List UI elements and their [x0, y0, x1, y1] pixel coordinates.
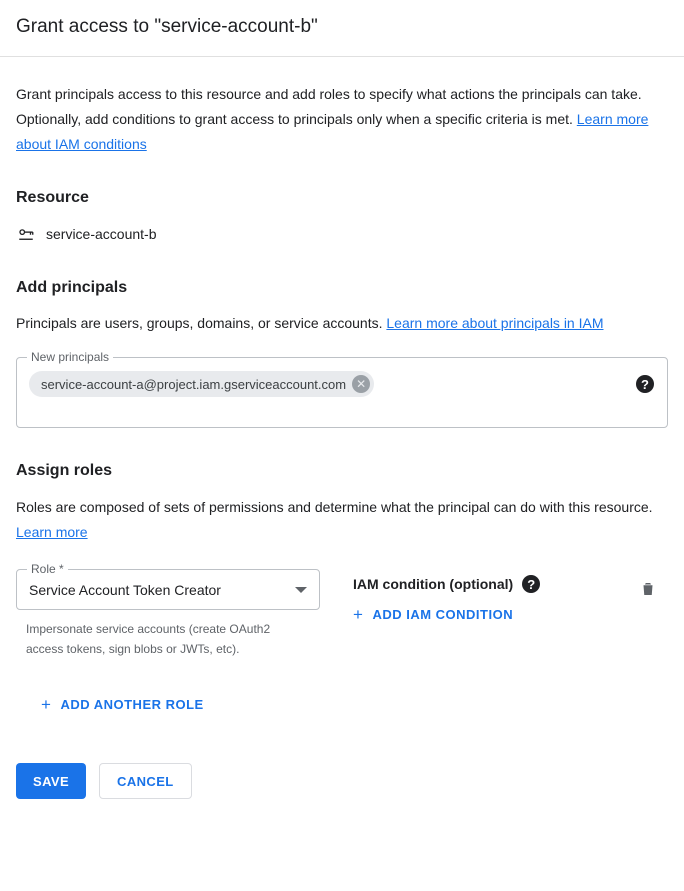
close-circle-icon[interactable]: ✕ [352, 375, 370, 393]
save-button[interactable]: SAVE [16, 763, 86, 799]
principals-description [16, 311, 664, 336]
trash-icon[interactable] [636, 577, 660, 601]
iam-condition-header [353, 575, 668, 593]
help-icon[interactable]: ? [636, 375, 654, 393]
assign-roles-title: Assign roles [16, 462, 113, 479]
plus-icon: + [353, 605, 364, 624]
role-column [16, 562, 320, 659]
add-principals-title: Add principals [16, 279, 128, 296]
page-title: Grant access to "service-account-b" [16, 16, 318, 37]
resource-section-title: Resource [16, 189, 89, 206]
dialog-body [0, 82, 684, 819]
cancel-button[interactable]: CANCEL [99, 763, 192, 799]
assign-roles-description-text: Roles are composed of sets of permissions and determine what the principal can do with this resource. [16, 499, 653, 515]
service-account-icon [16, 224, 36, 244]
role-row [16, 562, 668, 659]
iam-condition-column [353, 569, 668, 625]
principal-chip[interactable] [29, 371, 374, 397]
role-select-value: Service Account Token Creator [29, 581, 221, 598]
learn-more-principals-link[interactable]: Learn more about principals in IAM [386, 315, 604, 331]
add-iam-condition-label: ADD IAM CONDITION [372, 607, 514, 622]
learn-more-roles-link[interactable]: Learn more [16, 524, 88, 540]
dialog-header [0, 0, 684, 57]
assign-roles-description [16, 495, 664, 545]
principals-description-text: Principals are users, groups, domains, or service accounts. [16, 315, 383, 331]
dialog-actions [16, 763, 668, 819]
role-select-legend: Role * [27, 562, 68, 576]
role-select[interactable] [16, 562, 320, 610]
learn-more-iam-conditions-link[interactable]: Learn more about IAM conditions [16, 111, 649, 152]
iam-condition-label: IAM condition (optional) [353, 576, 514, 592]
role-description: Impersonate service accounts (create OAuth2 access tokens, sign blobs or JWTs, etc). [26, 622, 271, 656]
add-iam-condition-button[interactable] [353, 606, 513, 623]
add-another-role-label: ADD ANOTHER ROLE [60, 697, 204, 712]
resource-row [16, 224, 668, 244]
new-principals-legend: New principals [27, 350, 113, 364]
resource-name: service-account-b [46, 226, 157, 242]
principal-chip-label: service-account-a@project.iam.gserviceaccount.com [41, 376, 347, 392]
chevron-down-icon[interactable] [295, 587, 307, 593]
add-another-role-button[interactable] [41, 696, 204, 713]
help-icon[interactable]: ? [522, 575, 540, 593]
intro-paragraph [16, 82, 664, 157]
intro-text: Grant principals access to this resource and add roles to specify what actions the principals can take. Optionally, add conditions to grant access to principals only when a specific criteria is met. [16, 86, 642, 127]
new-principals-field[interactable] [16, 350, 668, 428]
plus-icon: + [41, 695, 52, 714]
